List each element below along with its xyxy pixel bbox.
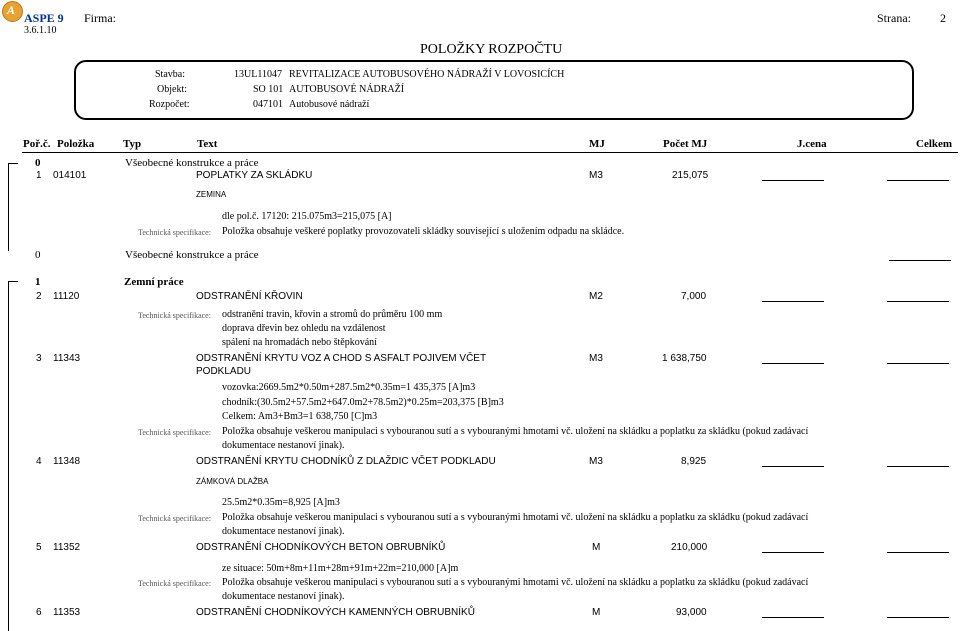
item-1-code: 014101: [53, 170, 87, 181]
app-name: ASPE 9: [24, 11, 64, 25]
col-pocet: Počet MJ: [663, 138, 708, 150]
item-2-spec-3: spálení na hromadách nebo štěpkování: [222, 337, 377, 348]
item-2-mj: M2: [589, 291, 603, 302]
col-mj: MJ: [589, 138, 605, 150]
page-title: POLOŽKY ROZPOČTU: [420, 42, 563, 57]
col-porc: Poř.č.: [23, 138, 51, 150]
item-1-spec-label: Technická specifikace:: [138, 228, 211, 237]
objekt-code: SO 101: [253, 84, 284, 95]
item-3-name-1: ODSTRANĚNÍ KRYTU VOZ A CHOD S ASFALT POJIVEM VČET: [196, 353, 487, 364]
item-3-mj: M3: [589, 353, 603, 364]
item-3-spec-2: dokumentace nestanoví jinak).: [222, 440, 345, 451]
col-text: Text: [197, 138, 218, 150]
item-5-price-field[interactable]: [762, 552, 824, 553]
section-0-num: 0: [35, 157, 41, 169]
item-4-qty: 8,925: [681, 456, 707, 467]
item-2-spec-2: doprava dřevin bez ohledu na vzdálenost: [222, 323, 386, 334]
item-5-qty: 210,000: [671, 542, 708, 553]
section-1-num: 1: [35, 276, 41, 288]
stavba-name: REVITALIZACE AUTOBUSOVÉHO NÁDRAŽÍ V LOVOSICÍCH: [289, 69, 565, 80]
item-2-spec-1: odstranění travin, křovin a stromů do průměru 100 mm: [222, 309, 443, 320]
stavba-code: 13UL11047: [234, 69, 282, 80]
item-5-total-field[interactable]: [887, 552, 949, 553]
objekt-label: Objekt:: [157, 84, 187, 95]
item-6-mj: M: [592, 607, 601, 618]
item-3-porc: 3: [36, 353, 42, 364]
item-2-name: ODSTRANĚNÍ KŘOVIN: [196, 291, 303, 302]
item-5-calc: ze situace: 50m+8m+11m+28m+91m+22m=210,000 [A]m: [222, 563, 459, 574]
header-divider: [22, 152, 958, 153]
item-5-mj: M: [592, 542, 601, 553]
section-bracket: [8, 163, 18, 164]
section-1-title: Zemní práce: [124, 276, 184, 288]
item-6-porc: 6: [36, 607, 42, 618]
rozpocet-code: 047101: [253, 99, 283, 110]
app-version: 3.6.1.10: [24, 25, 57, 36]
item-1-name: POPLATKY ZA SKLÁDKU: [196, 170, 313, 181]
section-bracket: [8, 281, 9, 631]
item-2-price-field[interactable]: [762, 301, 824, 302]
item-4-name: ODSTRANĚNÍ KRYTU CHODNÍKŮ Z DLAŽDIC VČET PODKLADU: [196, 456, 496, 467]
item-6-qty: 93,000: [676, 607, 707, 618]
item-6-total-field[interactable]: [887, 617, 949, 618]
section-0-footer-num: 0: [35, 249, 41, 261]
col-jcena: J.cena: [797, 138, 827, 150]
item-6-price-field[interactable]: [762, 617, 824, 618]
item-3-spec-label: Technická specifikace:: [138, 428, 211, 437]
item-5-porc: 5: [36, 542, 42, 553]
section-bracket: [8, 163, 9, 251]
item-2-code: 11120: [53, 291, 80, 302]
item-4-spec-1: Položka obsahuje veškerou manipulaci s vybouranou sutí a s vybouranými hmotami vč. uložení na skládku a poplatku za skládku (pokud zadávací: [222, 512, 809, 523]
item-3-code: 11343: [53, 353, 81, 364]
item-1-calc: dle pol.č. 17120: 215.075m3=215,075 [A]: [222, 211, 392, 222]
item-3-total-field[interactable]: [887, 363, 949, 364]
item-1-sub: ZEMINA: [196, 190, 227, 199]
item-5-spec-2: dokumentace nestanoví jinak).: [222, 591, 345, 602]
item-1-porc: 1: [36, 170, 42, 181]
item-4-spec-2: dokumentace nestanoví jinak).: [222, 526, 345, 537]
objekt-name: AUTOBUSOVÉ NÁDRAŽÍ: [289, 84, 405, 95]
item-4-total-field[interactable]: [887, 466, 949, 467]
section-bracket: [8, 281, 18, 282]
item-4-calc: 25.5m2*0.35m=8,925 [A]m3: [222, 497, 340, 508]
section-0-total-field[interactable]: [889, 260, 951, 261]
item-2-spec-label: Technická specifikace:: [138, 311, 211, 320]
rozpocet-name: Autobusové nádraží: [289, 99, 370, 110]
firma-label: Firma:: [84, 11, 116, 25]
item-1-price-field[interactable]: [762, 180, 824, 181]
item-1-qty: 215,075: [672, 170, 709, 181]
strana-value: 2: [940, 11, 946, 25]
col-celkem: Celkem: [916, 138, 953, 150]
item-4-code: 11348: [53, 456, 81, 467]
section-0-title: Všeobecné konstrukce a práce: [125, 157, 259, 169]
item-3-calc-1: vozovka:2669.5m2*0.50m+287.5m2*0.35m=1 435,375 [A]m3: [222, 382, 476, 393]
item-6-code: 11353: [53, 607, 81, 618]
item-4-price-field[interactable]: [762, 466, 824, 467]
stavba-label: Stavba:: [155, 69, 185, 80]
item-5-code: 11352: [53, 542, 81, 553]
item-4-porc: 4: [36, 456, 42, 467]
strana-label: Strana:: [877, 11, 911, 25]
item-3-price-field[interactable]: [762, 363, 824, 364]
col-polozka: Položka: [57, 138, 95, 150]
item-2-porc: 2: [36, 291, 42, 302]
item-3-name-2: PODKLADU: [196, 366, 252, 377]
col-typ: Typ: [123, 138, 142, 150]
item-3-qty: 1 638,750: [662, 353, 707, 364]
item-5-spec-1: Položka obsahuje veškerou manipulaci s vybouranou sutí a s vybouranými hmotami vč. uložení na skládku a poplatku za skládku (pokud zadávací: [222, 577, 809, 588]
item-4-mj: M3: [589, 456, 603, 467]
item-4-spec-label: Technická specifikace:: [138, 514, 211, 523]
item-6-name: ODSTRANĚNÍ CHODNÍKOVÝCH KAMENNÝCH OBRUBNÍKŮ: [196, 607, 475, 618]
rozpocet-label: Rozpočet:: [149, 99, 190, 110]
item-1-mj: M3: [589, 170, 603, 181]
aspe-logo-icon: A: [2, 1, 23, 22]
item-3-calc-3: Celkem: Am3+Bm3=1 638,750 [C]m3: [222, 411, 378, 422]
item-5-name: ODSTRANĚNÍ CHODNÍKOVÝCH BETON OBRUBNÍKŮ: [196, 542, 446, 553]
item-1-spec: Položka obsahuje veškeré poplatky provozovateli skládky související s uložením odpadu na skládce.: [222, 226, 625, 237]
item-5-spec-label: Technická specifikace:: [138, 579, 211, 588]
item-3-calc-2: chodník:(30.5m2+57.5m2+647.0m2+78.5m2)*0.25m=203,375 [B]m3: [222, 397, 504, 408]
item-1-total-field[interactable]: [887, 180, 949, 181]
item-4-sub: ZÁMKOVÁ DLAŽBA: [196, 477, 269, 486]
item-2-qty: 7,000: [681, 291, 707, 302]
section-0-footer-title: Všeobecné konstrukce a práce: [125, 249, 259, 261]
item-2-total-field[interactable]: [887, 301, 949, 302]
item-3-spec-1: Položka obsahuje veškerou manipulaci s vybouranou sutí a s vybouranými hmotami vč. uložení na skládku a poplatku za skládku (pokud zadávací: [222, 426, 809, 437]
